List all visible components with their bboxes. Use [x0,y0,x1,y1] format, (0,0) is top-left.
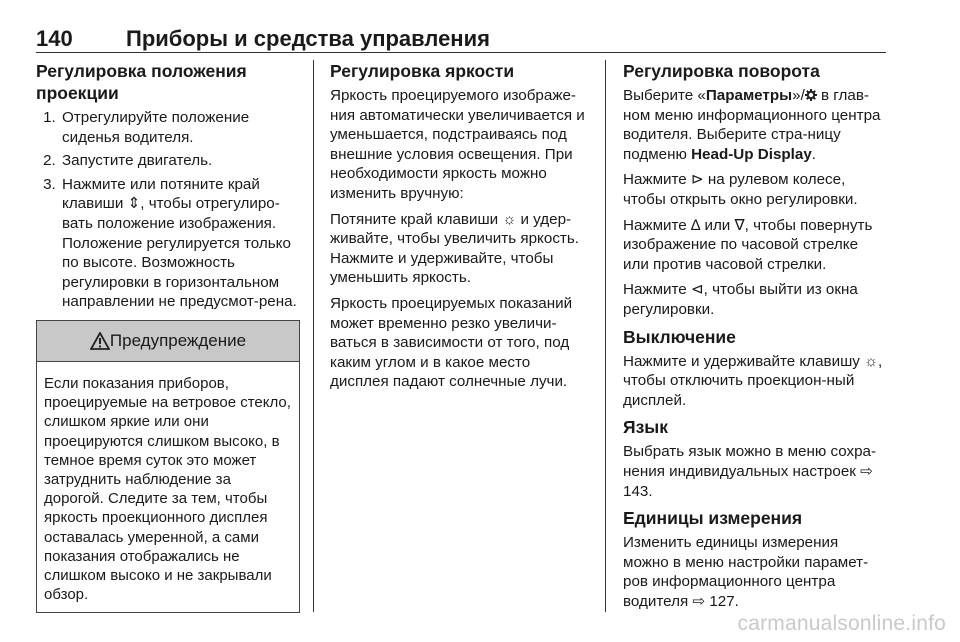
page-header [36,26,886,52]
warning-text: Если показания приборов, проецируемые на ветровое стекло, слишком яркие или они проецируются слишком высоко, в темное время суток это может затруднить наблюдение за дорогой. Следите за тем, чтобы яркость проекционного дисплея оставалась умеренной, а сами показания отображались не слишком высоко и не закрывали обзор. [44,374,291,604]
warning-header [37,321,299,362]
paragraph: Нажмите ∆ или ∇, чтобы повернуть изображение по часовой стрелке или против часовой стрелки. [623,216,873,273]
page-title: Приборы и средства управления [126,26,490,51]
menu-name-hud: Head-Up Display [691,145,812,163]
paragraph: Яркость проецируемых показаний может временно резко увеличи-ваться в зависимости от того, под каким углом и в какое место дисплея падают солнечные лучи. [330,294,573,391]
section-heading-brightness: Регулировка яркости [330,61,515,81]
column-1 [36,60,300,613]
paragraph: Изменить единицы измерения можно в меню настройки парамет-ров информационного центра водителя ⇨ 127. [623,534,869,610]
warning-title: Предупреждение [109,331,247,351]
menu-name-parameters: Параметры [705,87,793,104]
paragraph: Нажмите и удерживайте клавишу ☼, чтобы отключить проекцион-ный дисплей. [623,352,883,409]
column-divider-1 [313,60,314,612]
warning-box [36,320,300,613]
paragraph: Выбрать язык можно в меню сохра-нения индивидуальных настроек ⇨ 143. [623,443,877,500]
section-heading-units: Единицы измерения [623,508,803,529]
paragraph: Нажмите ⊲, чтобы выйти из окна регулировки. [623,281,858,318]
text-run: . [811,145,817,163]
paragraph: Яркость проецируемого изображе-ния автоматически увеличивается и уменьшается, подстраиваясь под внешние условия освещения. При необходимости яркость можно изменить вручную: [330,87,585,202]
section-heading-rotation: Регулировка поворота [623,61,820,81]
list-item: 2. Запустите двигатель. [60,151,300,171]
column-3 [623,60,888,617]
text-run: »/ [792,87,805,104]
text-run: Выберите « [623,87,706,104]
list-item: 3. Нажмите или потяните край клавиши ⇕, чтобы отрегулиро-вать положение изображения. Положение регулируется только по высоте. Возможность регулировки в горизонтальном направлении не предусмот-рена. [60,175,300,312]
section-heading-off: Выключение [623,326,736,347]
section-heading-language: Язык [623,417,668,438]
column-2 [330,60,592,398]
warning-triangle-icon [90,332,110,350]
text-run: в глав-ном меню информационного центра водителя. Выберите стра-ницу подменю [623,87,881,163]
page-number: 140 [36,26,73,51]
header-divider [36,52,886,53]
paragraph [623,86,888,164]
column-divider-2 [605,60,606,612]
paragraph: Нажмите ⊳ на рулевом колесе, чтобы открыть окно регулировки. [623,171,858,208]
list-item: 1. Отрегулируйте положение сиденья водителя. [60,108,300,147]
section-heading-projection: Регулировка положения проекции [36,61,247,103]
steps-list [36,108,300,312]
paragraph: Потяните край клавиши ☼ и удер-живайте, чтобы увеличить яркость. Нажмите и удерживайте, чтобы уменьшить яркость. [330,210,579,287]
gear-icon [805,89,817,101]
watermark: carmanualsonline.info [737,612,946,635]
